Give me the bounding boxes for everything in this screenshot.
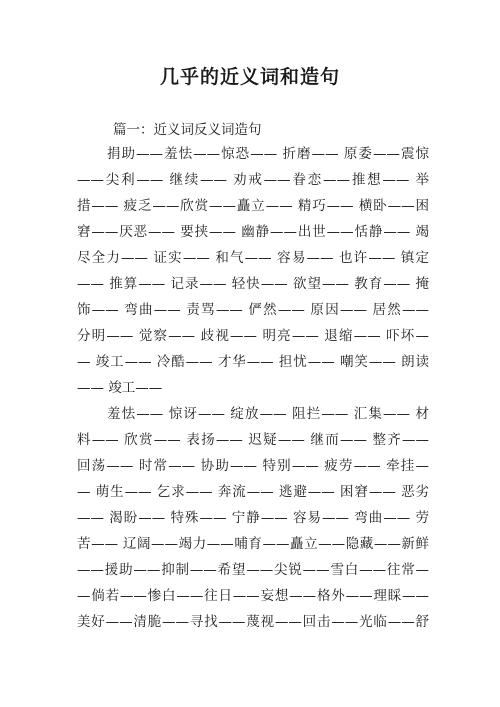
- text-line: —— 渴盼—— 特殊—— 宁静—— 容易—— 弯曲—— 劳: [77, 510, 429, 526]
- text-line: 美好——清脆——寻找——蔑视——回击——光临——舒: [77, 614, 429, 630]
- text-line: — 竣工—— 冷酷—— 才华—— 担忧—— 嘲笑—— 朗读: [77, 354, 429, 370]
- text-line: —倘若——惨白——往日——妄想——格外——理睬——: [77, 588, 429, 604]
- text-line: ——援助——抑制——希望——尖锐——雪白——往常—: [77, 562, 429, 578]
- text-line: ——尖利—— 继续—— 劝戒——眷恋——推想—— 举: [77, 172, 429, 188]
- text-line: —— 竣工——: [77, 380, 163, 396]
- text-line: 窘——厌恶—— 要挟—— 幽静——出世——恬静—— 竭: [77, 224, 429, 240]
- section-heading: 篇一：近义词反义词造句: [113, 122, 262, 138]
- page-title: 几乎的近义词和造句: [159, 66, 340, 88]
- text-line: 措—— 疲乏——欣赏——矗立—— 精巧—— 横卧——困: [77, 198, 429, 214]
- text-line: 饰—— 弯曲—— 责骂—— 俨然—— 原因—— 居然——: [77, 302, 429, 318]
- text-line: — 萌生—— 乞求—— 奔流—— 逃避—— 困窘—— 恶劣: [77, 484, 429, 500]
- text-line: 苦—— 辽阔——竭力——哺育——矗立——隐藏——新鲜: [77, 536, 429, 552]
- text-line: 分明—— 觉察—— 歧视—— 明亮—— 退缩—— 吓坏—: [77, 328, 429, 344]
- text-line: 回荡—— 时常—— 协助—— 特别—— 疲劳—— 牵挂—: [77, 458, 429, 474]
- text-line: 尽全力—— 证实—— 和气—— 容易—— 也许—— 镇定: [77, 250, 429, 266]
- text-line: 捐助——羞怯——惊恐—— 折磨—— 原委——震惊: [107, 146, 429, 162]
- text-line: 羞怯—— 惊讶—— 绽放—— 阻拦—— 汇集—— 材: [107, 406, 429, 422]
- text-line: 料—— 欣赏—— 表扬—— 迟疑—— 继而—— 整齐——: [77, 432, 429, 448]
- text-line: —— 推算—— 记录—— 轻快—— 欲望—— 教育—— 掩: [77, 276, 429, 292]
